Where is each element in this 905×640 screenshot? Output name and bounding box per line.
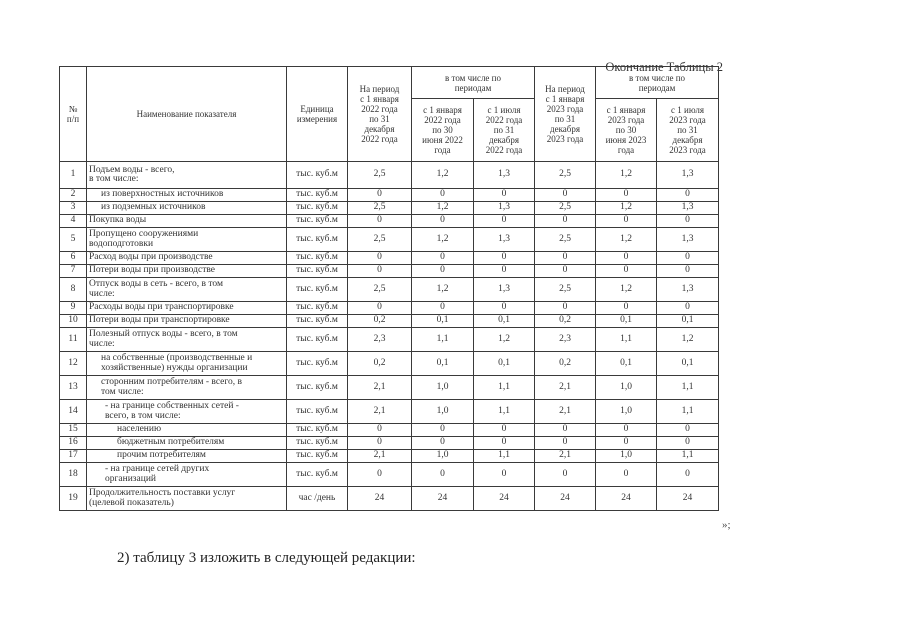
- value-cell: 1,1: [474, 400, 535, 424]
- row-name-cell: Потери воды при производстве: [87, 265, 287, 278]
- value-cell: 0,1: [474, 352, 535, 376]
- value-cell: 2,5: [348, 162, 412, 189]
- value-cell: 1,0: [412, 450, 474, 463]
- value-cell: 2,1: [348, 400, 412, 424]
- row-unit-cell: тыс. куб.м: [287, 215, 348, 228]
- table-row: [60, 302, 719, 315]
- row-unit-cell: тыс. куб.м: [287, 315, 348, 328]
- value-cell: 1,2: [474, 328, 535, 352]
- value-cell: 1,2: [657, 328, 719, 352]
- row-number-cell: 12: [60, 352, 87, 376]
- value-cell: 1,0: [596, 376, 657, 400]
- table-row: [60, 162, 719, 189]
- row-unit-cell: тыс. куб.м: [287, 302, 348, 315]
- table-row: [60, 189, 719, 202]
- value-cell: 0,1: [657, 352, 719, 376]
- header-h2-2023: с 1 июля 2023 года по 31 декабря 2023 года: [657, 99, 719, 162]
- value-cell: 2,1: [348, 450, 412, 463]
- value-cell: 0: [657, 424, 719, 437]
- value-cell: 1,2: [596, 162, 657, 189]
- table-row: [60, 487, 719, 511]
- value-cell: 0: [535, 189, 596, 202]
- row-unit-cell: тыс. куб.м: [287, 400, 348, 424]
- value-cell: 2,1: [348, 376, 412, 400]
- value-cell: 0: [535, 302, 596, 315]
- row-name-cell: - на границе собственных сетей - всего, в том числе:: [87, 400, 287, 424]
- row-name-cell: Потери воды при транспортировке: [87, 315, 287, 328]
- value-cell: 0: [657, 215, 719, 228]
- table-row: [60, 450, 719, 463]
- row-number-cell: 11: [60, 328, 87, 352]
- value-cell: 1,2: [412, 228, 474, 252]
- table-row: [60, 278, 719, 302]
- row-number-cell: 5: [60, 228, 87, 252]
- value-cell: 1,2: [412, 278, 474, 302]
- row-name-cell: из поверхностных источников: [87, 189, 287, 202]
- row-name-cell: прочим потребителям: [87, 450, 287, 463]
- value-cell: 0: [348, 252, 412, 265]
- table-row: [60, 315, 719, 328]
- value-cell: 0: [474, 424, 535, 437]
- row-name-cell: Подъем воды - всего, в том числе:: [87, 162, 287, 189]
- row-unit-cell: тыс. куб.м: [287, 352, 348, 376]
- value-cell: 1,0: [596, 450, 657, 463]
- value-cell: 24: [535, 487, 596, 511]
- value-cell: 0: [535, 424, 596, 437]
- value-cell: 0: [348, 437, 412, 450]
- row-number-cell: 7: [60, 265, 87, 278]
- header-period-2023: На период с 1 января 2023 года по 31 декабря 2023 года: [535, 67, 596, 162]
- header-unit: Единица измерения: [287, 67, 348, 162]
- row-unit-cell: тыс. куб.м: [287, 202, 348, 215]
- value-cell: 0: [596, 265, 657, 278]
- row-number-cell: 13: [60, 376, 87, 400]
- value-cell: 2,1: [535, 400, 596, 424]
- row-unit-cell: тыс. куб.м: [287, 424, 348, 437]
- value-cell: 24: [657, 487, 719, 511]
- row-unit-cell: тыс. куб.м: [287, 450, 348, 463]
- value-cell: 1,3: [657, 162, 719, 189]
- value-cell: 0: [474, 265, 535, 278]
- table-row: [60, 352, 719, 376]
- header-num: № п/п: [60, 67, 87, 162]
- row-name-cell: населению: [87, 424, 287, 437]
- value-cell: 0: [412, 252, 474, 265]
- row-name-cell: Продолжительность поставки услуг (целевой показатель): [87, 487, 287, 511]
- row-unit-cell: час /день: [287, 487, 348, 511]
- row-number-cell: 2: [60, 189, 87, 202]
- value-cell: 1,3: [657, 278, 719, 302]
- value-cell: 0: [657, 463, 719, 487]
- value-cell: 0: [657, 302, 719, 315]
- value-cell: 0,1: [412, 315, 474, 328]
- value-cell: 1,1: [596, 328, 657, 352]
- value-cell: 2,5: [535, 278, 596, 302]
- value-cell: 0: [535, 215, 596, 228]
- row-name-cell: Пропущено сооружениями водоподготовки: [87, 228, 287, 252]
- row-name-cell: сторонним потребителям - всего, в том числе:: [87, 376, 287, 400]
- value-cell: 0: [412, 437, 474, 450]
- value-cell: 0: [535, 265, 596, 278]
- value-cell: 0: [348, 189, 412, 202]
- value-cell: 1,1: [657, 450, 719, 463]
- value-cell: 0: [348, 265, 412, 278]
- row-name-cell: на собственные (производственные и хозяйственные) нужды организации: [87, 352, 287, 376]
- value-cell: 1,0: [412, 400, 474, 424]
- value-cell: 1,0: [412, 376, 474, 400]
- closing-quote: »;: [722, 519, 731, 531]
- row-name-cell: Полезный отпуск воды - всего, в том числе:: [87, 328, 287, 352]
- row-number-cell: 18: [60, 463, 87, 487]
- value-cell: 0: [657, 189, 719, 202]
- row-unit-cell: тыс. куб.м: [287, 228, 348, 252]
- row-number-cell: 15: [60, 424, 87, 437]
- row-number-cell: 10: [60, 315, 87, 328]
- value-cell: 2,3: [348, 328, 412, 352]
- row-unit-cell: тыс. куб.м: [287, 463, 348, 487]
- row-unit-cell: тыс. куб.м: [287, 162, 348, 189]
- row-number-cell: 1: [60, 162, 87, 189]
- row-number-cell: 17: [60, 450, 87, 463]
- value-cell: 0,1: [412, 352, 474, 376]
- value-cell: 0: [474, 252, 535, 265]
- value-cell: 1,0: [596, 400, 657, 424]
- row-number-cell: 9: [60, 302, 87, 315]
- row-name-cell: Отпуск воды в сеть - всего, в том числе:: [87, 278, 287, 302]
- row-unit-cell: тыс. куб.м: [287, 265, 348, 278]
- value-cell: 0: [596, 302, 657, 315]
- value-cell: 0: [596, 215, 657, 228]
- table-row: [60, 228, 719, 252]
- value-cell: 0: [596, 252, 657, 265]
- value-cell: 0: [348, 302, 412, 315]
- value-cell: 0: [348, 463, 412, 487]
- value-cell: 0: [535, 252, 596, 265]
- value-cell: 1,3: [657, 228, 719, 252]
- value-cell: 2,5: [348, 228, 412, 252]
- row-unit-cell: тыс. куб.м: [287, 252, 348, 265]
- value-cell: 24: [412, 487, 474, 511]
- value-cell: 0,2: [535, 315, 596, 328]
- value-cell: 1,3: [657, 202, 719, 215]
- value-cell: 2,3: [535, 328, 596, 352]
- value-cell: 1,2: [596, 228, 657, 252]
- table-row: [60, 437, 719, 450]
- value-cell: 0,1: [474, 315, 535, 328]
- header-h1-2023: с 1 января 2023 года по 30 июня 2023 года: [596, 99, 657, 162]
- value-cell: 2,5: [535, 162, 596, 189]
- value-cell: 1,2: [412, 162, 474, 189]
- value-cell: 1,1: [657, 376, 719, 400]
- value-cell: 1,3: [474, 228, 535, 252]
- data-table: [59, 66, 719, 511]
- header-h2-2022: с 1 июля 2022 года по 31 декабря 2022 года: [474, 99, 535, 162]
- row-name-cell: - на границе сетей других организаций: [87, 463, 287, 487]
- value-cell: 0,2: [348, 352, 412, 376]
- table-row: [60, 400, 719, 424]
- value-cell: 0,2: [535, 352, 596, 376]
- row-number-cell: 6: [60, 252, 87, 265]
- row-number-cell: 3: [60, 202, 87, 215]
- value-cell: 24: [596, 487, 657, 511]
- table-row: [60, 424, 719, 437]
- value-cell: 0: [348, 424, 412, 437]
- table-row: [60, 202, 719, 215]
- value-cell: 24: [348, 487, 412, 511]
- value-cell: 1,1: [474, 450, 535, 463]
- value-cell: 2,5: [348, 278, 412, 302]
- table-row: [60, 328, 719, 352]
- header-incl-2022: в том числе по периодам: [412, 67, 535, 99]
- value-cell: 0: [596, 189, 657, 202]
- value-cell: 2,5: [535, 228, 596, 252]
- value-cell: 1,1: [657, 400, 719, 424]
- row-unit-cell: тыс. куб.м: [287, 189, 348, 202]
- value-cell: 0: [596, 424, 657, 437]
- value-cell: 0: [412, 215, 474, 228]
- value-cell: 2,1: [535, 376, 596, 400]
- value-cell: 1,2: [596, 202, 657, 215]
- value-cell: 0: [412, 463, 474, 487]
- row-unit-cell: тыс. куб.м: [287, 437, 348, 450]
- row-name-cell: из подземных источников: [87, 202, 287, 215]
- value-cell: 0: [412, 265, 474, 278]
- value-cell: 0: [657, 265, 719, 278]
- value-cell: 0,1: [657, 315, 719, 328]
- value-cell: 2,5: [348, 202, 412, 215]
- header-incl-2023: в том числе по периодам: [596, 67, 719, 99]
- value-cell: 1,3: [474, 278, 535, 302]
- row-name-cell: бюджетным потребителям: [87, 437, 287, 450]
- next-instruction: 2) таблицу 3 изложить в следующей редакции:: [117, 550, 416, 566]
- value-cell: 0,2: [348, 315, 412, 328]
- table-caption: Окончание Таблицы 2: [605, 60, 723, 74]
- table-row: [60, 215, 719, 228]
- value-cell: 0: [474, 215, 535, 228]
- row-unit-cell: тыс. куб.м: [287, 328, 348, 352]
- table-row: [60, 265, 719, 278]
- value-cell: 1,3: [474, 202, 535, 215]
- value-cell: 0,1: [596, 352, 657, 376]
- value-cell: 1,2: [412, 202, 474, 215]
- value-cell: 0: [596, 463, 657, 487]
- value-cell: 0: [412, 424, 474, 437]
- value-cell: 0: [535, 437, 596, 450]
- value-cell: 2,5: [535, 202, 596, 215]
- row-name-cell: Покупка воды: [87, 215, 287, 228]
- row-name-cell: Расход воды при производстве: [87, 252, 287, 265]
- table-row: [60, 376, 719, 400]
- value-cell: 0: [657, 252, 719, 265]
- value-cell: 1,2: [596, 278, 657, 302]
- row-name-cell: Расходы воды при транспортировке: [87, 302, 287, 315]
- value-cell: 0: [657, 437, 719, 450]
- value-cell: 0,1: [596, 315, 657, 328]
- row-number-cell: 19: [60, 487, 87, 511]
- row-number-cell: 8: [60, 278, 87, 302]
- table-row: [60, 463, 719, 487]
- value-cell: 1,3: [474, 162, 535, 189]
- value-cell: 0: [474, 189, 535, 202]
- value-cell: 24: [474, 487, 535, 511]
- value-cell: 0: [348, 215, 412, 228]
- header-period-2022: На период с 1 января 2022 года по 31 декабря 2022 года: [348, 67, 412, 162]
- table-row: [60, 252, 719, 265]
- header-name: Наименование показателя: [87, 67, 287, 162]
- value-cell: 0: [474, 302, 535, 315]
- value-cell: 0: [474, 463, 535, 487]
- value-cell: 0: [412, 302, 474, 315]
- value-cell: 2,1: [535, 450, 596, 463]
- row-number-cell: 14: [60, 400, 87, 424]
- row-number-cell: 4: [60, 215, 87, 228]
- value-cell: 0: [412, 189, 474, 202]
- row-number-cell: 16: [60, 437, 87, 450]
- value-cell: 0: [535, 463, 596, 487]
- value-cell: 1,1: [412, 328, 474, 352]
- value-cell: 0: [596, 437, 657, 450]
- header-h1-2022: с 1 января 2022 года по 30 июня 2022 года: [412, 99, 474, 162]
- value-cell: 0: [474, 437, 535, 450]
- row-unit-cell: тыс. куб.м: [287, 376, 348, 400]
- value-cell: 1,1: [474, 376, 535, 400]
- row-unit-cell: тыс. куб.м: [287, 278, 348, 302]
